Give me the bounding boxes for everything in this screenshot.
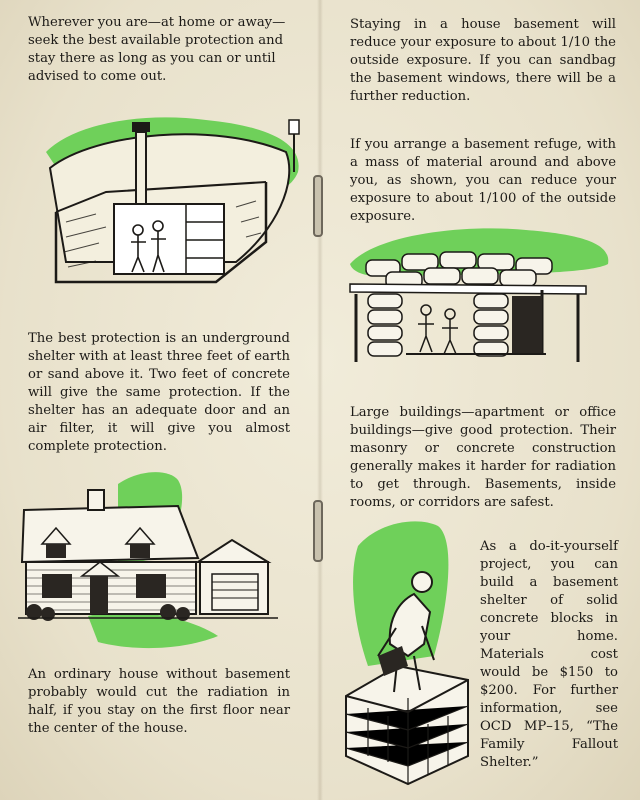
paragraph-seek-protection: Wherever you are—at home or away—seek the best available protection and stay there as long as you can or until advised to come out. — [28, 15, 286, 84]
center-fold — [317, 0, 323, 800]
paragraph-underground-shelter: The best protection is an underground shelter with at least three feet of earth or sand above it. Two feet of concrete will give the same protection. If the shelter has an adequate door and an air filter, it will give you almost complete protection. — [28, 331, 290, 454]
block-builder-illustration — [338, 516, 474, 786]
underground-shelter-illustration — [36, 112, 306, 312]
basement-refuge-illustration — [346, 224, 616, 374]
ordinary-house-illustration — [18, 466, 288, 656]
staple-top — [313, 175, 323, 237]
paragraph-ordinary-house: An ordinary house without basement probably would cut the radiation in half, if you stay on the first floor near the center of the house. — [28, 667, 290, 736]
paragraph-basement-refuge: If you arrange a basement refuge, with a mass of material around and above you, as shown, you can reduce your exposure to about 1/100 of the outside exposure. — [350, 137, 616, 224]
paragraph-do-it-yourself: As a do-it-yourself project, you can build a basement shelter of solid concrete blocks in your home. Materials cost would be $150 to $200. For further information, see OCD MP–15, “The Family Fallout Shelter.” — [480, 539, 618, 770]
paragraph-house-basement: Staying in a house basement will reduce your exposure to about 1/10 the outside exposure. If you can sandbag the basement windows, there will be a further reduction. — [350, 17, 616, 104]
staple-bottom — [313, 500, 323, 562]
paragraph-large-buildings: Large buildings—apartment or office buildings—give good protection. Their masonry or concrete construction generally makes it harder for radiation to get through. Basements, inside rooms, or corridors are safest. — [350, 405, 616, 510]
